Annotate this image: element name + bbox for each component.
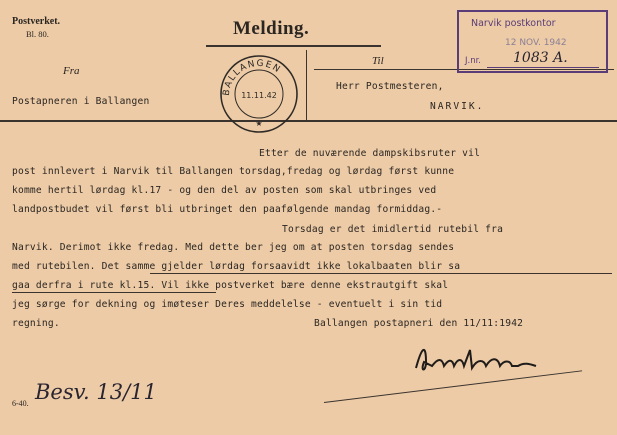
postmark-stamp <box>217 52 301 136</box>
body-line-6: Narvik. Derimot ikke fredag. Med dette ber jeg om at posten torsdag sendes <box>12 242 455 253</box>
body-line-9: jeg sørge for dekning og imøteser Deres meddelelse - eventuelt i sin tid <box>12 299 443 310</box>
handwritten-reply-note: Besv. 13/11 <box>35 380 157 404</box>
journal-number: 1083 A. <box>513 50 568 66</box>
header-divider <box>0 120 617 122</box>
recipient-name: Herr Postmesteren, <box>336 81 444 92</box>
from-label: Fra <box>63 65 80 77</box>
body-line-1: Etter de nuværende dampskibsruter vil <box>259 148 481 159</box>
body-line-3: komme hertil lørdag kl.17 - og den del av posten som skal utbringes ved <box>12 185 437 196</box>
postmark-date: 11.11.42 <box>241 91 277 100</box>
body-line-2: post innlevert i Narvik til Ballangen torsdag,fredag og lørdag først kunne <box>12 166 455 177</box>
body-line-11: Ballangen postapneri den 11/11:1942 <box>314 318 524 329</box>
form-edition: 6-40. <box>12 399 29 408</box>
postmark-star: ★ <box>255 119 263 128</box>
received-stamp <box>457 10 608 73</box>
underline-2 <box>12 292 216 293</box>
postmark-place: BALLANGEN <box>221 58 283 97</box>
title-underline <box>206 45 381 47</box>
header-vertical-divider <box>306 50 307 120</box>
received-date: 12 NOV. 1942 <box>505 38 567 48</box>
body-line-5: Torsdag er det imidlertid rutebil fra <box>282 224 504 235</box>
journal-label: J.nr. <box>465 56 482 66</box>
body-line-8: gaa derfra i rute kl.15. Vil ikke postverket bære denne ekstrautgift skal <box>12 280 449 291</box>
body-line-10: regning. <box>12 318 60 329</box>
underline-1 <box>150 273 612 274</box>
journal-line <box>487 67 599 68</box>
org-name: Postverket. <box>12 16 61 27</box>
to-label: Til <box>372 55 384 67</box>
recipient-place: NARVIK. <box>430 101 485 112</box>
received-office: Narvik postkontor <box>471 18 556 29</box>
sender-name: Postapneren i Ballangen <box>12 96 150 107</box>
body-line-7: med rutebilen. Det samme gjelder lørdag forsaavidt ikke lokalbaaten blir sa <box>12 261 461 272</box>
body-line-4: landpostbudet vil først bli utbringet den paafølgende mandag formiddag.- <box>12 204 443 215</box>
signature <box>412 338 552 386</box>
form-title: Melding. <box>233 18 310 39</box>
form-code: Bl. 80. <box>26 29 49 39</box>
